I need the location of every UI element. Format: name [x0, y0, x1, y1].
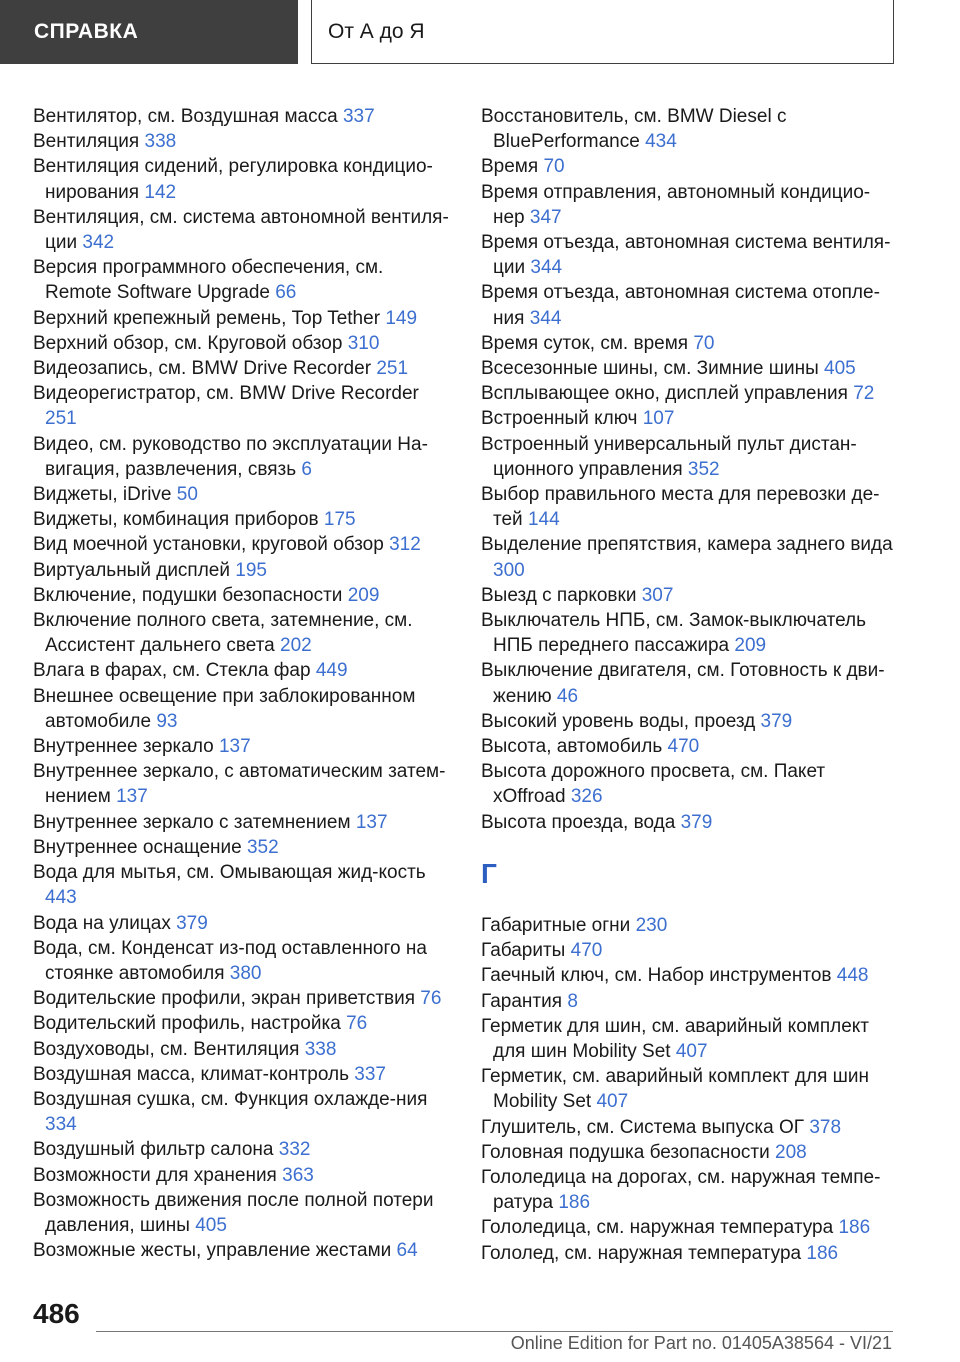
entry-page-link[interactable]: 443: [45, 887, 77, 909]
entry-text: Верхний крепежный ремень, Top Tether: [33, 307, 381, 329]
index-entry: [33, 432, 453, 482]
index-entry: [481, 963, 901, 988]
entry-page-link[interactable]: 326: [570, 786, 603, 808]
entry-text: Внутреннее зеркало, с автоматическим затем-нением: [33, 761, 446, 808]
index-entry: [33, 558, 453, 583]
index-group-g: [481, 913, 901, 1266]
subsection-header: От А до Я: [311, 0, 894, 64]
entry-text: Восстановитель, см. BMW Diesel с BluePerformance: [481, 106, 787, 153]
entry-page-link[interactable]: 300: [493, 559, 525, 581]
entry-page-link[interactable]: 46: [556, 685, 579, 707]
index-entry: [481, 154, 901, 179]
index-entry: [481, 734, 901, 759]
entry-page-link[interactable]: 470: [667, 736, 700, 758]
entry-page-link[interactable]: 449: [315, 660, 348, 682]
index-entry: [33, 759, 453, 809]
index-entry: [481, 709, 901, 734]
entry-text: Головная подушка безопасности: [481, 1141, 770, 1163]
entry-page-link[interactable]: 363: [282, 1164, 314, 1186]
entry-page-link[interactable]: 379: [680, 811, 713, 833]
entry-page-link[interactable]: 407: [675, 1040, 708, 1062]
entry-text: Вид моечной установки, круговой обзор: [33, 534, 384, 556]
entry-page-link[interactable]: 195: [235, 559, 267, 581]
entry-text: Время отъезда, автономная система отопле-ния: [481, 282, 880, 329]
entry-text: Гололед, см. наружная температура: [481, 1242, 802, 1264]
index-entry: [33, 986, 453, 1011]
entry-text: Всесезонные шины, см. Зимние шины: [481, 358, 819, 380]
entry-text: Вода для мытья, см. Омывающая жид-кость: [33, 862, 426, 884]
entry-page-link[interactable]: 76: [420, 988, 442, 1010]
entry-text: Гололедица, см. наружная температура: [481, 1217, 834, 1239]
entry-page-link[interactable]: 6: [301, 458, 312, 480]
entry-text: Возможность движения после полной потери давления, шины: [33, 1189, 434, 1236]
entry-page-link[interactable]: 149: [385, 307, 418, 329]
entry-text: Внутреннее зеркало с затемнением: [33, 811, 351, 833]
index-entry: [33, 658, 453, 683]
entry-page-link[interactable]: 209: [347, 584, 380, 606]
entry-page-link[interactable]: 332: [278, 1139, 311, 1161]
entry-text: Внутреннее оснащение: [33, 836, 242, 858]
entry-page-link[interactable]: 137: [355, 811, 388, 833]
index-entry: [33, 306, 453, 331]
entry-page-link[interactable]: 209: [734, 635, 767, 657]
entry-text: Выезд с парковки: [481, 584, 637, 606]
index-entry: [481, 658, 901, 708]
entry-page-link[interactable]: 344: [529, 307, 562, 329]
entry-text: Включение полного света, затемнение, см. Ассистент дальнего света: [33, 610, 413, 657]
index-entry: [33, 104, 453, 129]
index-entry: [33, 1163, 453, 1188]
entry-text: Вода, см. Конденсат из-под оставленного на стоянке автомобиля: [33, 937, 427, 984]
entry-text: Вентиляция сидений, регулировка кондицио-нирования: [33, 156, 433, 203]
entry-page-link[interactable]: 50: [176, 484, 198, 506]
index-entry: [481, 1215, 901, 1240]
entry-page-link[interactable]: 334: [45, 1114, 77, 1136]
index-entry: [481, 583, 901, 608]
entry-page-link[interactable]: 337: [354, 1063, 386, 1085]
index-column-right: [481, 104, 901, 1266]
entry-text: Время: [481, 156, 539, 178]
index-entry: [481, 938, 901, 963]
entry-text: Гаечный ключ, см. Набор инструментов: [481, 965, 832, 987]
entry-text: Глушитель, см. Система выпуска ОГ: [481, 1116, 805, 1138]
index-entry: [33, 860, 453, 910]
index-entry: [33, 911, 453, 936]
entry-page-link[interactable]: 352: [687, 458, 720, 480]
section-header: СПРАВКА: [0, 0, 298, 64]
entry-page-link[interactable]: 144: [527, 509, 560, 531]
index-entry: [481, 1115, 901, 1140]
entry-page-link[interactable]: 307: [641, 584, 674, 606]
entry-text: Версия программного обеспечения, см. Remote Software Upgrade: [33, 257, 384, 304]
index-entry: [33, 1062, 453, 1087]
entry-page-link[interactable]: 93: [156, 710, 178, 732]
index-entry: [481, 989, 901, 1014]
index-entry: [33, 583, 453, 608]
entry-text: Воздушный фильтр салона: [33, 1139, 274, 1161]
entry-text: Встроенный ключ: [481, 408, 638, 430]
entry-text: Высота дорожного просвета, см. Пакет xOffroad: [481, 761, 826, 808]
index-entry: [33, 205, 453, 255]
entry-text: Воздуховоды, см. Вентиляция: [33, 1038, 300, 1060]
index-entry: [33, 154, 453, 204]
index-entry: [33, 507, 453, 532]
index-entry: [481, 104, 901, 154]
entry-page-link[interactable]: 405: [195, 1214, 227, 1236]
entry-text: Время отъезда, автономная система вентиля-ции: [481, 232, 891, 279]
index-entry: [33, 734, 453, 759]
index-entry: [33, 532, 453, 557]
entry-text: Вентиляция, см. система автономной вентиля-ции: [33, 206, 449, 254]
entry-text: Высокий уровень воды, проезд: [481, 710, 756, 732]
entry-page-link[interactable]: 448: [836, 965, 869, 987]
edition-footer: Online Edition for Part no. 01405A38564 - VI/21: [510, 1333, 892, 1353]
entry-page-link[interactable]: 70: [693, 332, 715, 354]
entry-page-link[interactable]: 379: [760, 710, 793, 732]
entry-text: Высота проезда, вода: [481, 811, 676, 833]
entry-page-link[interactable]: 76: [346, 1013, 368, 1035]
index-entry: [481, 331, 901, 356]
entry-page-link[interactable]: 137: [116, 786, 148, 808]
index-entry: [481, 1241, 901, 1266]
entry-text: Встроенный универсальный пульт дистан-ционного управления: [481, 433, 857, 480]
entry-page-link[interactable]: 70: [543, 156, 565, 178]
entry-page-link[interactable]: 107: [642, 408, 675, 430]
index-entry: [33, 608, 453, 658]
entry-text: Время отправления, автономный кондицио-нер: [481, 181, 871, 228]
entry-page-link[interactable]: 72: [853, 383, 875, 405]
entry-page-link[interactable]: 352: [246, 836, 279, 858]
index-entry: [33, 1137, 453, 1162]
index-entry: [33, 356, 453, 381]
entry-page-link[interactable]: 344: [530, 257, 563, 279]
entry-page-link[interactable]: 186: [838, 1217, 871, 1239]
index-entry: [481, 180, 901, 230]
entry-page-link[interactable]: 310: [347, 332, 380, 354]
entry-page-link[interactable]: 337: [342, 106, 375, 127]
entry-page-link[interactable]: 175: [323, 509, 356, 531]
entry-page-link[interactable]: 137: [218, 736, 251, 758]
entry-page-link[interactable]: 347: [529, 206, 562, 228]
index-column-left: [33, 104, 453, 1263]
entry-page-link[interactable]: 405: [824, 358, 856, 380]
entry-page-link[interactable]: 64: [396, 1240, 418, 1262]
index-entry: [481, 1140, 901, 1165]
entry-text: Видео, см. руководство по эксплуатации На-вигация, развлечения, связь: [33, 433, 428, 480]
entry-page-link[interactable]: 470: [570, 940, 603, 962]
index-entry: [33, 331, 453, 356]
index-entry: [33, 1037, 453, 1062]
entry-page-link[interactable]: 379: [176, 912, 208, 934]
entry-text: Водительский профиль, настройка: [33, 1013, 341, 1035]
entry-text: Включение, подушки безопасности: [33, 584, 343, 606]
index-entry: [33, 255, 453, 305]
entry-page-link[interactable]: 66: [275, 282, 297, 304]
index-entry: [33, 1238, 453, 1263]
index-entry: [481, 810, 901, 835]
index-entry: [481, 759, 901, 809]
index-entry: [33, 129, 453, 154]
index-entry: [33, 835, 453, 860]
index-entry: [481, 1014, 901, 1064]
index-entry: [33, 1011, 453, 1036]
entry-text: Вода на улицах: [33, 912, 171, 934]
entry-text: Выбор правильного места для перевозки де-тей: [481, 484, 880, 531]
entry-text: Гололедица на дорогах, см. наружная темпе-ратура: [481, 1166, 881, 1214]
entry-text: Влага в фарах, см. Стекла фар: [33, 660, 311, 682]
entry-text: Воздушная сушка, см. Функция охлажде-ния: [33, 1088, 428, 1110]
entry-text: Вентиляция: [33, 131, 140, 153]
entry-text: Время суток, см. время: [481, 332, 689, 354]
index-entry: [481, 381, 901, 406]
entry-text: Верхний обзор, см. Круговой обзор: [33, 332, 343, 354]
footer-divider: [96, 1331, 893, 1332]
entry-text: Вентилятор, см. Воздушная масса: [33, 106, 338, 127]
index-entry: [481, 356, 901, 381]
index-entry: [481, 230, 901, 280]
index-entry: [33, 1188, 453, 1238]
entry-page-link[interactable]: 378: [809, 1116, 842, 1138]
index-entry: [33, 1087, 453, 1137]
entry-text: Видеозапись, см. BMW Drive Recorder: [33, 358, 372, 380]
entry-text: Возможности для хранения: [33, 1164, 277, 1186]
entry-page-link[interactable]: 338: [304, 1038, 337, 1060]
entry-page-link[interactable]: 342: [82, 232, 115, 254]
entry-text: Внутреннее зеркало: [33, 736, 214, 758]
entry-text: Возможные жесты, управление жестами: [33, 1240, 392, 1262]
entry-text: Выключатель НПБ, см. Замок-выключатель НПБ переднего пассажира: [481, 610, 867, 657]
index-entry: [481, 280, 901, 330]
entry-page-link[interactable]: 186: [558, 1192, 591, 1214]
index-entry: [481, 608, 901, 658]
entry-text: Видеорегистратор, см. BMW Drive Recorder: [33, 383, 419, 405]
entry-page-link[interactable]: 434: [645, 131, 677, 153]
index-entry: [481, 482, 901, 532]
index-entry: [481, 1165, 901, 1215]
entry-page-link[interactable]: 186: [806, 1242, 839, 1264]
index-entry: [481, 1064, 901, 1114]
entry-text: Виджеты, iDrive: [33, 484, 172, 506]
entry-page-link[interactable]: 251: [45, 408, 77, 430]
entry-text: Всплывающее окно, дисплей управления: [481, 383, 848, 405]
entry-page-link[interactable]: 338: [144, 131, 177, 153]
entry-text: Гарантия: [481, 990, 563, 1012]
entry-page-link[interactable]: 230: [635, 914, 668, 936]
index-entry: [481, 432, 901, 482]
index-entry: [33, 482, 453, 507]
entry-text: Внешнее освещение при заблокированном автомобиле: [33, 685, 416, 732]
index-entry: [33, 381, 453, 431]
index-group-v: [481, 104, 901, 835]
entry-page-link[interactable]: 251: [376, 358, 409, 380]
page-number: 486: [33, 1298, 80, 1329]
index-entry: [481, 532, 901, 582]
index-entry: [481, 913, 901, 938]
entry-text: Виджеты, комбинация приборов: [33, 509, 319, 531]
entry-text: Герметик, см. аварийный комплект для шин Mobility Set: [481, 1066, 869, 1113]
entry-page-link[interactable]: 312: [389, 534, 421, 556]
entry-page-link[interactable]: 208: [775, 1141, 807, 1163]
entry-text: Водительские профили, экран приветствия: [33, 988, 416, 1010]
entry-text: Выключение двигателя, см. Готовность к дви-жению: [481, 660, 885, 707]
entry-text: Выделение препятствия, камера заднего вида: [481, 534, 893, 556]
index-entry: [33, 684, 453, 734]
entry-page-link[interactable]: 8: [567, 990, 578, 1012]
entry-page-link[interactable]: 380: [229, 962, 262, 984]
section-letter: Г: [481, 857, 497, 889]
entry-text: Герметик для шин, см. аварийный комплект для шин Mobility Set: [481, 1015, 869, 1062]
index-entry: [33, 936, 453, 986]
entry-page-link[interactable]: 407: [596, 1091, 629, 1113]
index-entry: [481, 406, 901, 431]
entry-page-link[interactable]: 142: [144, 181, 177, 203]
entry-text: Виртуальный дисплей: [33, 559, 230, 581]
entry-text: Высота, автомобиль: [481, 736, 663, 758]
entry-text: Воздушная масса, климат-контроль: [33, 1063, 349, 1085]
entry-page-link[interactable]: 202: [280, 635, 312, 657]
entry-text: Габариты: [481, 940, 566, 962]
entry-text: Габаритные огни: [481, 914, 631, 936]
index-entry: [33, 810, 453, 835]
